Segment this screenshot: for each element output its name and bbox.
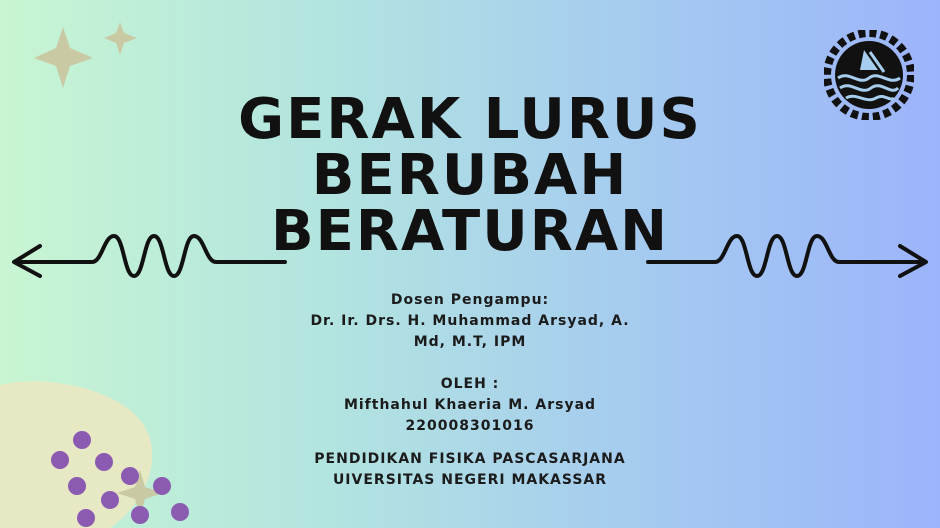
background-blob [0, 381, 152, 528]
lecturer-name-line-1: Dr. Ir. Drs. H. Muhammad Arsyad, A. [310, 313, 630, 329]
spacer [270, 437, 670, 449]
title-line-2: BERUBAH [311, 143, 629, 208]
spacer [270, 353, 670, 374]
slide-title [170, 87, 770, 264]
lecturer-name-line-2: Md, M.T, IPM [413, 334, 527, 350]
title-line-1: GERAK LURUS [238, 87, 702, 152]
sparkle-star-icon [34, 27, 93, 88]
by-label: OLEH : [440, 376, 500, 392]
lecturer-label: Dosen Pengampu: [390, 292, 550, 308]
student-id: 220008301016 [405, 418, 535, 434]
title-line-3: BERATURAN [270, 199, 670, 264]
university-logo-icon [824, 30, 914, 120]
sparkle-star-icon [104, 22, 137, 55]
slide-info [270, 290, 670, 491]
program-name: PENDIDIKAN FISIKA PASCASARJANA [314, 451, 626, 467]
university-name: UIVERSITAS NEGERI MAKASSAR [332, 472, 608, 488]
student-name: Mifthahul Khaeria M. Arsyad [343, 397, 597, 413]
